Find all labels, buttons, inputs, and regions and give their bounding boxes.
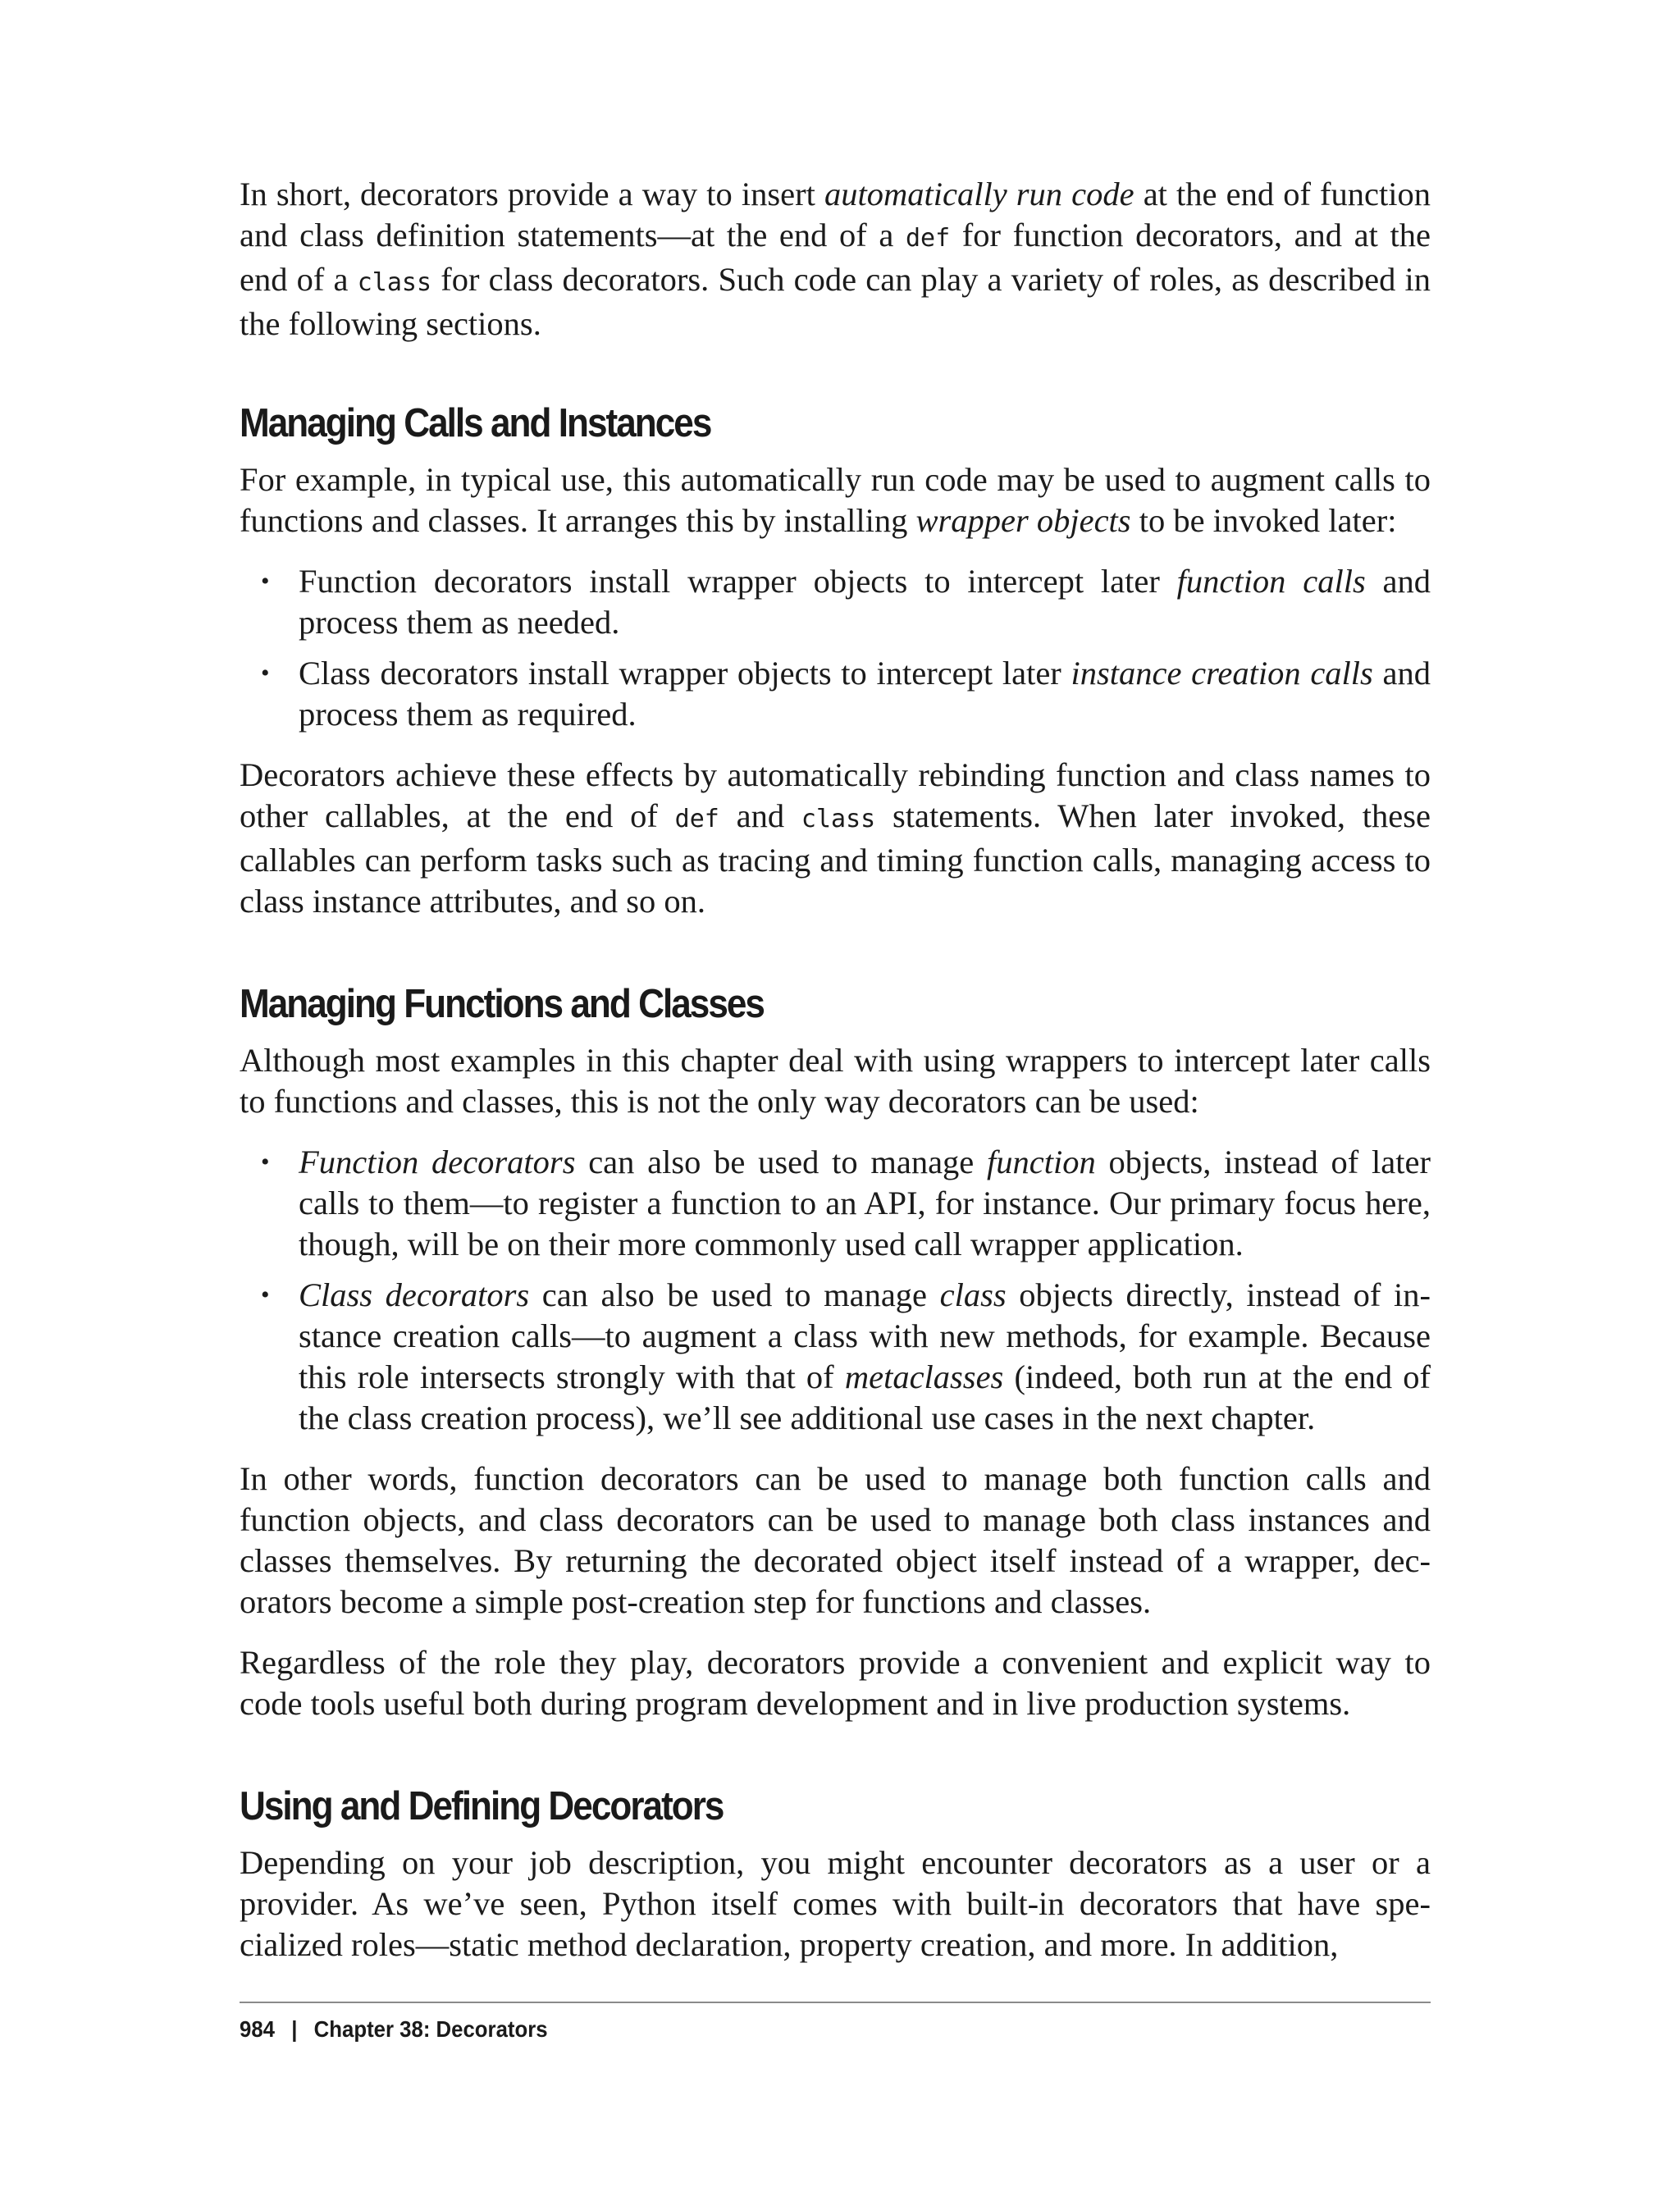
bullet-icon: •: [261, 1148, 270, 1176]
text-run: and process them as required.: [299, 655, 1431, 733]
heading-using-and-defining-decorators: Using and Defining Decorators: [240, 1784, 724, 1828]
section2-paragraph-1: Although most examples in this chapter deal with using wrappers to intercept later calls to functions and classes, this is not the only way decorators can be used:: [240, 1042, 1431, 1120]
code-def: def: [905, 224, 951, 253]
text-run: (indeed, both run at the end of the class creation process), we’ll see additional use cases in the next chapter.: [299, 1358, 1431, 1436]
text-run: Class decorators install wrapper objects to intercept later: [299, 655, 1071, 692]
chapter-title: Chapter 38: Decorators: [313, 2016, 548, 2042]
text-run: for function decorators, and at the end of a: [240, 217, 1431, 298]
text-run: and process them as needed.: [299, 563, 1431, 641]
text-run: Function decorators install wrapper objects to intercept later: [299, 563, 1177, 600]
bullet-icon: •: [261, 568, 270, 595]
intro-paragraph: [240, 174, 1431, 345]
list-item: [240, 653, 1431, 735]
emphasis-class-decorators: Class decorators: [299, 1276, 530, 1313]
text-run: to be invoked later:: [1130, 502, 1397, 539]
footer-separator: |: [291, 2016, 298, 2042]
list-item: [240, 1275, 1431, 1439]
section3-paragraph-1: Depending on your job description, you might encounter decorators as a user or a provider. As we’ve seen, Python itself comes with built-in decorators that have specialized roles—static method declaration, property creation, and more. In addition,: [240, 1844, 1431, 1963]
text-run: objects directly, instead of instance creation calls—to augment a class with new methods, for example. Because this role intersects strongly with that of: [299, 1276, 1431, 1395]
text-run: Decorators achieve these effects by automatically rebinding function and class names to other callables, at the end of: [240, 756, 1431, 834]
emphasis-instance-creation-calls: instance creation calls: [1071, 655, 1373, 692]
section1-paragraph-2: [240, 755, 1431, 922]
list-item: [240, 561, 1431, 643]
text-run: can also be used to manage: [575, 1144, 988, 1180]
heading-managing-functions-and-classes: Managing Functions and Classes: [240, 982, 764, 1026]
emphasis-function-decorators: Function decorators: [299, 1144, 576, 1180]
emphasis-function-calls: function calls: [1176, 563, 1366, 600]
list-item: [240, 1142, 1431, 1265]
heading-managing-calls-and-instances: Managing Calls and Instances: [240, 401, 711, 445]
emphasis-wrapper-objects: wrapper objects: [915, 502, 1131, 539]
page-body: [240, 174, 1431, 1985]
code-class: class: [801, 805, 876, 833]
text-run: In short, decorators provide a way to insert: [240, 176, 824, 212]
emphasis-function: function: [987, 1144, 1096, 1180]
page-footer: [240, 2002, 1431, 2043]
page-number: 984: [240, 2016, 275, 2042]
text-run: For example, in typical use, this automatically run code may be used to augment calls to functions and classes. It arranges this by installing: [240, 461, 1431, 539]
section1-bullet-list: [240, 561, 1431, 735]
code-class: class: [357, 268, 432, 297]
text-run: can also be used to manage: [529, 1276, 940, 1313]
emphasis-metaclasses: metaclasses: [844, 1358, 1004, 1395]
code-def: def: [674, 805, 719, 833]
emphasis-automatically-run-code: automatically run code: [824, 176, 1134, 212]
section2-paragraph-2: In other words, function decorators can be used to manage both function calls and function objects, and class decorators can be used to manage both class instances and classes themselves. By returning the decorated object itself instead of a wrapper, decorators become a simple post-creation step for functions and classes.: [240, 1460, 1431, 1620]
section1-paragraph-1: [240, 459, 1431, 541]
text-run: statements. When later invoked, these callables can perform tasks such as tracing and timing function calls, managing access to class instance attributes, and so on.: [240, 797, 1431, 920]
emphasis-class: class: [939, 1276, 1007, 1313]
text-run: for class decorators. Such code can play a variety of roles, as described in the following sections.: [240, 261, 1431, 342]
bullet-icon: •: [261, 660, 270, 687]
bullet-icon: •: [261, 1281, 270, 1308]
text-run: and: [719, 797, 801, 834]
section2-bullet-list: [240, 1142, 1431, 1439]
text-run: objects, instead of later calls to them—to register a function to an API, for instance. Our primary focus here, though, will be on their more commonly used call wrapper application.: [299, 1144, 1431, 1262]
text-run: at the end of function and class definition statements—at the end of a: [240, 176, 1431, 253]
section2-paragraph-3: Regardless of the role they play, decorators provide a convenient and explicit way to code tools useful both during program development and in live production systems.: [240, 1644, 1431, 1722]
